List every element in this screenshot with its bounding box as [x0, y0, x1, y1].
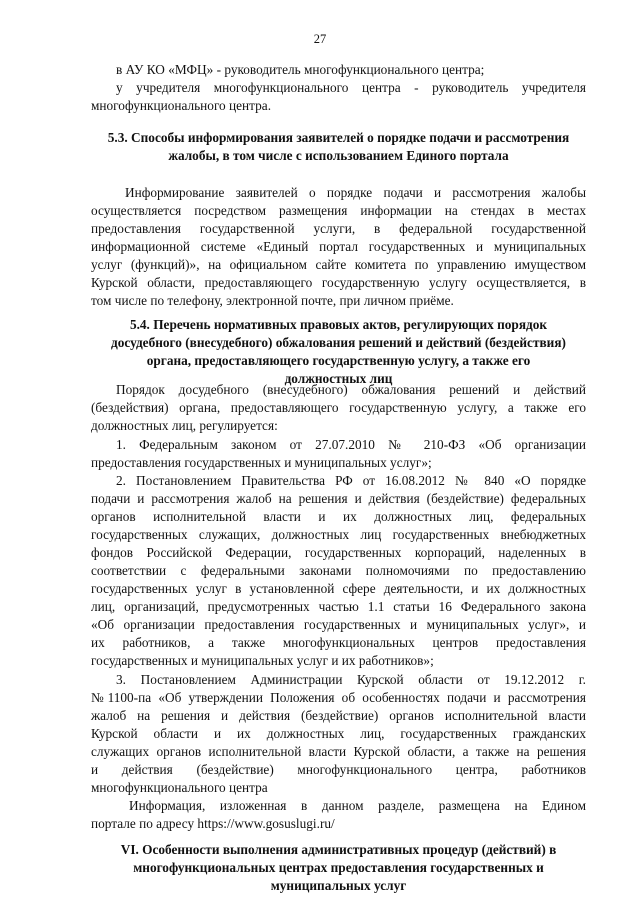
paragraph-line: «Об организации предоставления государственных и муниципальных услуг», и — [91, 617, 586, 632]
paragraph-line: предоставления государственных и муниципальных услуг»; — [91, 455, 432, 470]
paragraph-line: многофункционального центра — [91, 780, 268, 795]
intro-line: у учредителя многофункционального центра - руководитель учредителя — [116, 80, 586, 95]
section-heading: VI. Особенности выполнения административных процедур (действий) в — [120, 842, 557, 857]
paragraph-line: органов исполнительной власти и их должностных лиц, федеральных — [91, 509, 586, 524]
paragraph-line: (бездействия) органа, предоставляющего государственную услугу, а также его — [91, 400, 586, 415]
paragraph-line: Курской области, предоставляющего государственную услугу осуществляется, в — [91, 275, 586, 290]
paragraph-line: должностных лиц, регулируется: — [91, 418, 278, 433]
paragraph-line: информационной системе «Единый портал государственных и муниципальных — [91, 239, 586, 254]
paragraph-line: государственных служащих, должностных лиц государственных внебюджетных — [91, 527, 586, 542]
paragraph-line: жалоб на решения и действия (бездействие) органов исполнительной власти — [91, 708, 586, 723]
paragraph-line: и действия (бездействие) многофункционального центра, работников — [91, 762, 586, 777]
section-heading: должностных лиц — [284, 371, 393, 386]
paragraph-line: портале по адресу https://www.gosuslugi.ru/ — [91, 816, 335, 831]
section-heading: органа, предоставляющего государственную услугу, а также его — [146, 353, 531, 368]
section-heading: жалобы, в том числе с использованием Единого портала — [168, 148, 509, 163]
paragraph-line: 1. Федеральным законом от 27.07.2010 № 210-ФЗ «Об организации — [116, 437, 586, 452]
paragraph-line: 3. Постановлением Администрации Курской области от 19.12.2012 г. — [116, 672, 586, 687]
paragraph-line: фондов Российской Федерации, государственных корпораций, наделенных в — [91, 545, 586, 560]
section-heading: многофункциональных центрах предоставления государственных и — [133, 860, 544, 875]
paragraph-line: их работников, а также многофункциональных центров предоставления — [91, 635, 586, 650]
paragraph-line: том числе по телефону, электронной почте, при личном приёме. — [91, 293, 454, 308]
section-heading: досудебного (внесудебного) обжалования решений и действий (бездействия) — [111, 335, 566, 350]
paragraph-line: подачи и рассмотрения жалоб на решения и действия (бездействие) федеральных — [91, 491, 586, 506]
section-heading: муниципальных услуг — [270, 878, 407, 893]
paragraph-line: Курской области и их должностных лиц, государственных гражданских — [91, 726, 586, 741]
section-heading: 5.4. Перечень нормативных правовых актов, регулирующих порядок — [129, 317, 548, 332]
paragraph-line: 2. Постановлением Правительства РФ от 16.08.2012 № 840 «О порядке — [116, 473, 586, 488]
paragraph-line: Информация, изложенная в данном разделе, размещена на Едином — [129, 798, 586, 813]
section-heading: 5.3. Способы информирования заявителей о порядке подачи и рассмотрения — [107, 130, 570, 145]
page-number: 27 — [313, 32, 327, 46]
paragraph-line: соответствии с федеральными законами полномочиями по предоставлению — [91, 563, 586, 578]
paragraph-line: государственных и муниципальных услуг и их работников»; — [91, 653, 434, 668]
paragraph-line: государственных услуг в установленной сфере деятельности, и их должностных — [91, 581, 586, 596]
paragraph-line: лиц, организаций, предусмотренных частью 1.1 статьи 16 Федерального закона — [91, 599, 586, 614]
paragraph-line: осуществляется посредством размещения информации на стендах в местах — [91, 203, 586, 218]
intro-line: многофункционального центра. — [91, 98, 272, 113]
paragraph-line: предоставления государственной услуги, в федеральной государственной — [91, 221, 586, 236]
paragraph-line: Информирование заявителей о порядке подачи и рассмотрения жалобы — [125, 185, 586, 200]
paragraph-line: №1100-па «Об утверждении Положения об особенностях подачи и рассмотрения — [91, 690, 586, 705]
intro-line: в АУ КО «МФЦ» - руководитель многофункционального центра; — [116, 62, 485, 77]
paragraph-line: Порядок досудебного (внесудебного) обжалования решений и действий — [116, 382, 586, 397]
paragraph-line: услуг (функций)», на официальном сайте комитета по управлению имуществом — [91, 257, 586, 272]
paragraph-line: служащих органов исполнительной власти Курской области, а также на решения — [91, 744, 586, 759]
